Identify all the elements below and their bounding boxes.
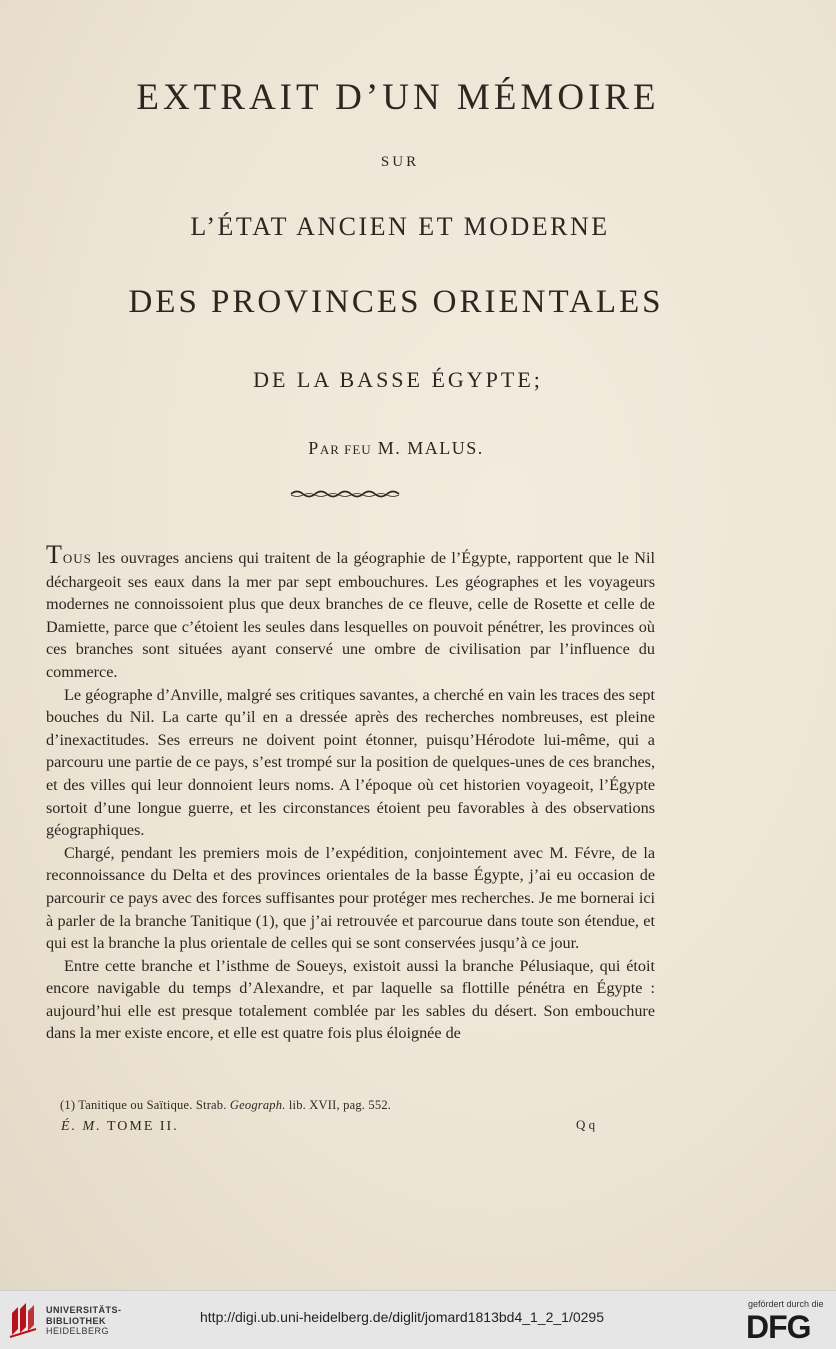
dfg-logo-text: DFG <box>746 1311 811 1341</box>
author-line <box>0 438 814 459</box>
footnote-work: Geograph. <box>229 1098 286 1112</box>
footnote-prefix: (1) Tanitique ou Saïtique. Strab. <box>60 1098 230 1112</box>
permalink-url[interactable]: http://digi.ub.uni-heidelberg.de/diglit/jomard1813bd4_1_2_1/0295 <box>200 1309 604 1325</box>
uni-line-2: BIBLIOTHEK <box>46 1315 106 1326</box>
paragraph-4: Entre cette branche et l’isthme de Soueys, existoit aussi la branche Pélusiaque, qui étoit encore navigable du temps d’Alexandre, et par laquelle sa flottille pénétra en Égypte : aujourd’hui elle est presque totalement comblée par les sables du désert. Son embouchure dans la mer existe encore, et elle est quatre fois plus éloignée de <box>46 956 655 1043</box>
title-line-2: SUR <box>380 154 420 170</box>
author-prefix-rest: AR FEU <box>319 442 372 457</box>
title-line-1: EXTRAIT D’UN MÉMOIRE <box>136 77 660 118</box>
uni-line-3: HEIDELBERG <box>46 1326 110 1336</box>
paragraph-3: Chargé, pendant les premiers mois de l’expédition, conjointement avec M. Févre, de la reconnoissance du Delta et des provinces orientales de la basse Égypte, j’ai eu occasion de parcourir ce pays avec des forces suffisantes pour protéger mes recherches. Je me bornerai ici à parler de la branche Tanitique (1), que j’ai retrouvée et parcourue dans toute son étendue, et qui est la branche la plus orientale de celles qui se sont conservées jusqu’à ce jour. <box>46 843 655 953</box>
footer-bar <box>0 1290 836 1349</box>
author-name: M. MALUS. <box>371 438 484 458</box>
footnote <box>60 1098 391 1113</box>
title-line-3: L’ÉTAT ANCIEN ET MODERNE <box>190 212 610 241</box>
paragraph-1 <box>46 540 655 684</box>
signature-line <box>61 1119 179 1135</box>
sheet-mark: Q q <box>576 1117 596 1132</box>
paragraph-2: Le géographe d’Anville, malgré ses critiques savantes, a cherché en vain les traces des sept bouches du Nil. La carte qu’il en a dressée après des recherches nombreuses, est pleine d’inexactitudes. Ses erreurs ne doivent point étonner, puisqu’Hérodote lui-même, qui a parcouru une partie de ce pays, s’est trompé sur la position de quelques-unes de ces branches, et des villes qui leur donnoient leurs noms. A l’époque où cet historien voyageoit, l’Égypte sortoit d’une longue guerre, et les circonstances étoient peu favorables à des observations géographiques. <box>46 685 655 840</box>
footnote-ref: lib. XVII, pag. 552. <box>285 1098 392 1112</box>
wave-ornament-icon <box>289 486 401 500</box>
dfg-logo-icon[interactable] <box>746 1311 824 1341</box>
university-library-name[interactable] <box>46 1305 122 1337</box>
title-line-5: DE LA BASSE ÉGYPTE; <box>253 367 543 392</box>
signature-volume: TOME II. <box>101 1119 179 1134</box>
drop-cap: T <box>46 540 63 569</box>
author-prefix-initial: P <box>308 438 320 458</box>
opening-caps: OUS <box>62 551 92 566</box>
title-line-4: DES PROVINCES ORIENTALES <box>128 284 664 320</box>
paragraph-1-text: les ouvrages anciens qui traitent de la géographie de l’Égypte, rapportent que le Nil déchargeoit ses eaux dans la mer par sept embouchures. Les géographes et les voyageurs modernes ne connoissoient plus que deux branches de ce fleuve, celle de Rosette et celle de Damiette, parce que c’étoient les seules dans lesquelles on pouvoit pénétrer, les provinces où ces branches sont situées ayant conservé une ombre de civilisation par l’influence du commerce. <box>46 549 655 681</box>
uni-line-1: UNIVERSITÄTS- <box>46 1305 122 1315</box>
main-text <box>46 540 655 1045</box>
university-library-logo-icon[interactable] <box>8 1299 40 1341</box>
signature-abbr: É. M. <box>61 1119 102 1134</box>
funding-note: gefördert durch die <box>748 1299 824 1309</box>
